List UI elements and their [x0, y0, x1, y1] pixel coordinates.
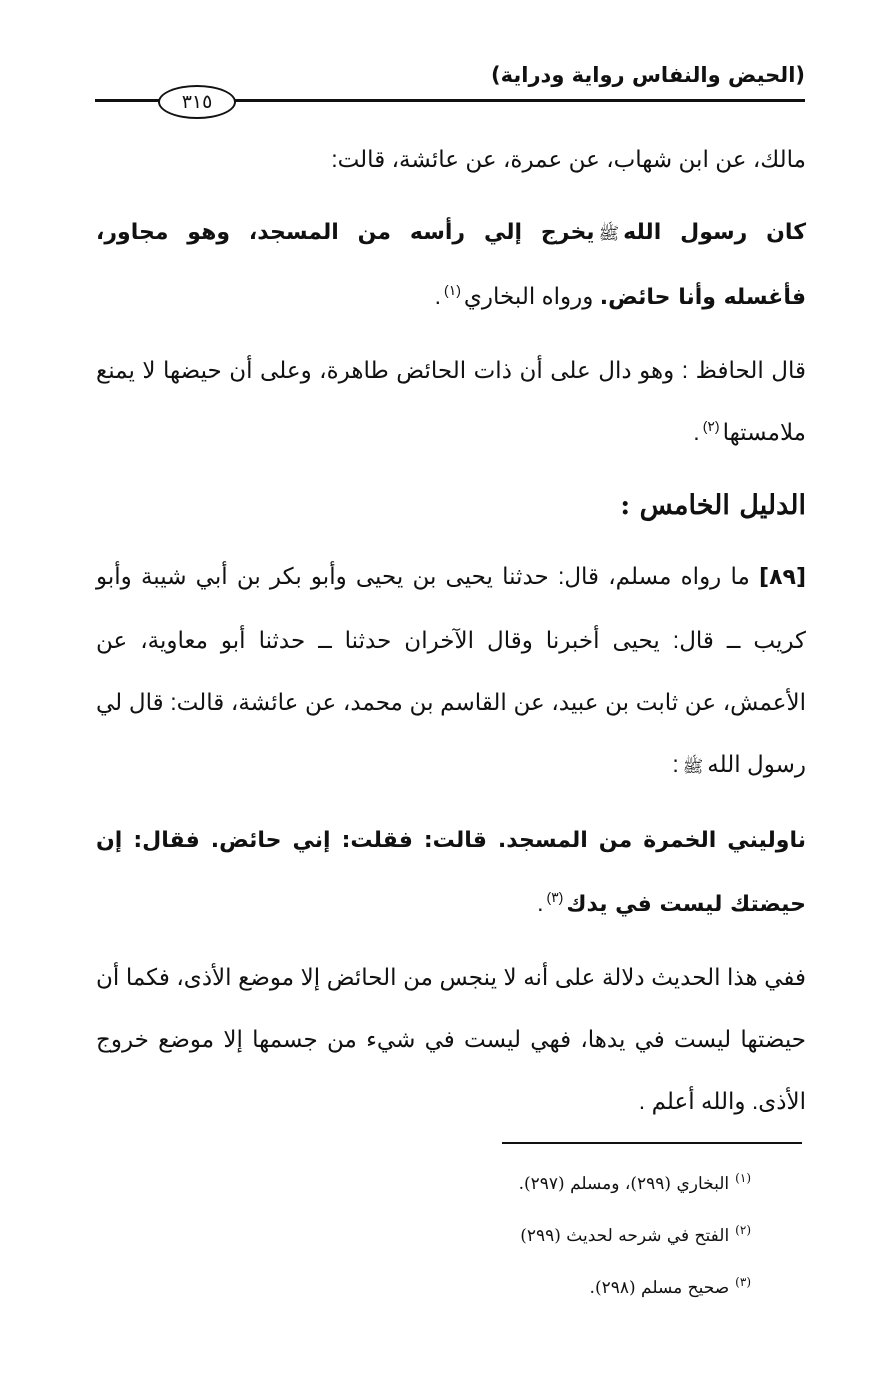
- footnote-text: البخاري (٢٩٩)، ومسلم (٢٩٧).: [518, 1174, 730, 1194]
- footnote-marker: (١): [735, 1171, 751, 1186]
- paragraph-hafiz: [96, 339, 806, 463]
- footnote-text: الفتح في شرحه لحديث (٢٩٩): [520, 1226, 730, 1246]
- running-title: (الحيض والنفاس رواية ودراية): [491, 63, 805, 87]
- footnote-marker: (٢): [735, 1223, 751, 1238]
- hafiz-comment: قال الحافظ : وهو دال على أن ذات الحائض طاهرة، وعلى أن حيضها لا يمنع ملامستها: [96, 357, 806, 445]
- hadith-number: [٨٩]: [759, 565, 806, 590]
- salla-glyph: ﷺ: [598, 224, 620, 243]
- footnotes: [151, 1158, 751, 1314]
- footnote-ref-1: (١): [444, 282, 461, 299]
- page-number: ٣١٥: [158, 85, 236, 119]
- hadith-1-start: كان رسول الله: [623, 220, 806, 245]
- footnote-2: [151, 1210, 751, 1262]
- paragraph-hadith-1: [96, 200, 806, 329]
- main-text: [96, 128, 806, 1142]
- hadith-1-end: يخرج إلي رأسه من المسجد، وهو مجاور، فأغسله وأنا حائض.: [96, 220, 806, 310]
- paragraph-isnad: مالك، عن ابن شهاب، عن عمرة، عن عائشة، قالت:: [331, 146, 806, 172]
- paragraph-hadith-2: [96, 808, 806, 936]
- punctuation: .: [434, 283, 442, 309]
- page-header: [95, 60, 805, 120]
- punctuation: .: [693, 419, 700, 445]
- isnad-text: ما رواه مسلم، قال: حدثنا يحيى بن يحيى وأبو بكر بن أبي شيبة وأبو كريب ــ قال: يحيى أخبرنا وقال الآخران حدثنا ــ حدثنا أبو معاوية، عن الأعمش، عن ثابت بن عبيد، عن القاسم بن محمد، عن عائشة، قالت: قال لي رسول الله: [96, 563, 806, 777]
- footnote-3: [151, 1262, 751, 1314]
- salla-glyph: ﷺ: [682, 757, 704, 776]
- footnote-separator: [502, 1142, 802, 1144]
- footnote-ref-3: (٣): [546, 889, 564, 906]
- paragraph-evidence-89: [96, 545, 806, 798]
- footnote-ref-2: (٢): [702, 418, 720, 435]
- punctuation: .: [537, 890, 544, 916]
- bukhari-attribution: ورواه البخاري: [463, 283, 594, 309]
- footnote-marker: (٣): [735, 1275, 751, 1290]
- footnote-text: صحيح مسلم (٢٩٨).: [589, 1278, 730, 1298]
- section-heading: الدليل الخامس :: [620, 490, 806, 521]
- hadith-2-text: ناوليني الخمرة من المسجد. قالت: فقلت: إني حائض. فقال: إن حيضتك ليست في يدك: [96, 828, 806, 917]
- paragraph-conclusion: ففي هذا الحديث دلالة على أنه لا ينجس من الحائض إلا موضع الأذى، فكما أن حيضتها ليست في يدها، فهي ليست في شيء من جسمها إلا موضع خروج الأذى. والله أعلم .: [96, 964, 806, 1114]
- footnote-1: [151, 1158, 751, 1210]
- punctuation: :: [672, 751, 679, 777]
